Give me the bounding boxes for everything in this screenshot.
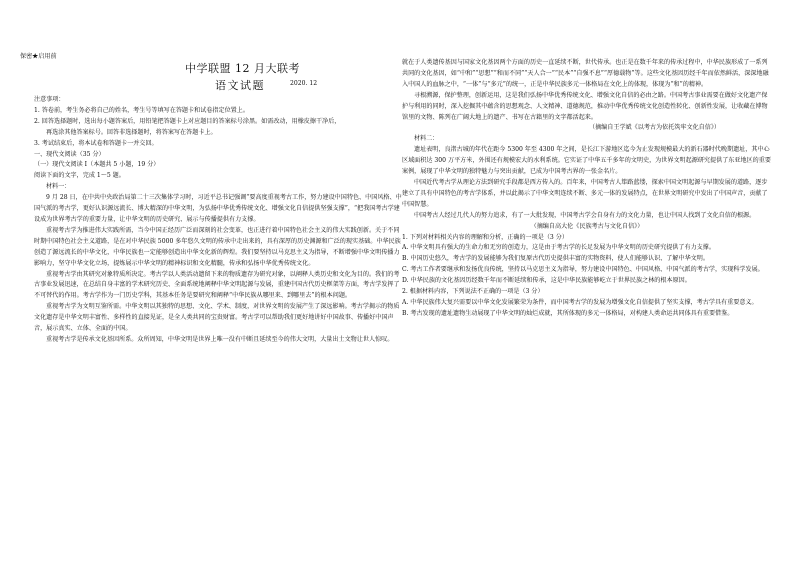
material-label: 材料一：	[46, 183, 71, 191]
material-label: 材料二：	[414, 135, 439, 143]
question-stem: 1. 下列对材料相关内容的理解和分析，正确的一项是（3 分）	[402, 233, 568, 241]
body-paragraph: 重视考古学为推进伟大实践所需，当今中国正经历广泛而深刻的社会变革，也正进行着中国特色社会主义的伟大实践创新。关于不同时期中国特色社会主义道路，是在对中华民族 5000 多年悠久文明的传承中走出来的，具有深厚的历史渊源和广泛的现实基础。中华民族创造了源远流长的中华文化，中华民族也一定能够创造出中华文化新的辉煌。我们要坚持以马克思主义为指导，不断增强中华文明传播力影响力，坚守中华文化立场，提炼展示中华文明的精神标识和文化精髓，传承和弘扬中华优秀传统文化。	[34, 226, 401, 267]
body-paragraph: 就在于人类遗传基因与国家文化基因两个方面的历史一直延续不断，世代传承。也正是在数千年来的传承过程中，中华民族形成了一系列共同的文化基因，如“中和”“思想”“和而不同”“天人合一”“民本”“自强不息”“厚德载物”等。这些文化基因历经千年而依然鲜活，深深地融入中国人的血脉之中，“一体”与“多元”的统一，正是中华民族多元一体格局在文化上的体现，体现为“和”的精神。	[402, 59, 769, 88]
body-paragraph: 重视考古学是传承文化基因所系。众所周知，中华文明是世界上唯一没有中断且延续至今的伟大文明，大量出土文物让世人惊叹。	[46, 335, 394, 343]
note-item: 再选涂其他答案标号。回答非选择题时，将答案写在答题卡上。	[46, 128, 217, 136]
exam-date: 2020. 12	[290, 80, 318, 87]
body-paragraph: 重视考古学由其研究对象特质所决定。考古学以人类活动遗留下来的物质遗存为研究对象，以阐释人类历史和文化为目的。我们的考古事业发展迅速，在总结自身丰富的学术研究历史、全面系统地阐释中华文明起源与发展，重建中国古代历史框架等方面，考古学发挥了不可替代的作用。考古学作为一门历史学科，其基本任务是要研究和阐释“中华民族从哪里来、到哪里去”的根本问题。	[34, 270, 400, 300]
right-column	[402, 0, 772, 574]
exam-title: 中学联盟 12 月大联考	[185, 62, 300, 75]
body-paragraph: 中国近代考古学从理论方法到研究手段都是西方传入的。百年来，中国考古人筚路蓝缕，探索中国文明起源与早期发展的道路，逐步建立了具有中国特色的考古学体系，并以此揭示了中华文明连续不断、多元一体的发展特点，在世界文明研究中发出了中国声音，贡献了中国智慧。	[402, 178, 768, 208]
question-option: B. 考古发现的遗址遗物生动展现了中华文明的灿烂成就，其所体现的多元一体格局，对构建人类命运共同体具有重要借鉴。	[402, 309, 734, 317]
question-option: D. 中华民族的文化基因历经数千年而不断延续和传承，这是中华民族能够屹立于世界民族之林的根本原因。	[402, 277, 691, 285]
notes-heading: 注意事项：	[34, 96, 65, 103]
question-option: A. 中华民族伟大复兴需要以中华文化发展繁荣为条件，而中国考古学的发展为增强文化自信提供了坚实支撑，考古学具有重要意义。	[402, 298, 758, 306]
reading-instruction: 阅读下面的文字，完成 1～5 题。	[34, 172, 125, 180]
note-item: 1. 答卷前，考生务必将自己的姓名，考生号等填写在答题卡和试卷指定位置上。	[34, 106, 249, 114]
left-column	[34, 0, 404, 574]
confidential-mark: 保密★启用前	[20, 53, 57, 60]
body-paragraph: 寻根溯源，保护整理，创新运用，这是我们弘扬中华优秀传统文化、增强文化自信的必由之路。中国考古事业需要在做好文化遗产保护与利用的同时，深入挖掘其中蕴含的思想观念、人文精神、道德规范，推动中华优秀传统文化创造性转化、创新性发展，让收藏在博物馆里的文物、陈列在广阔大地上的遗产、书写在古籍里的文字都活起来。	[402, 91, 768, 121]
question-option: A. 中华文明具有强大的生命力和无穷的创造力，这是由于考古学的长足发展为中华文明的历史研究提供了有力支撑。	[402, 244, 715, 252]
section-heading: 一、现代文阅读（35 分）	[34, 150, 105, 158]
exam-subject: 语文试题	[215, 79, 265, 92]
source-citation: （摘编自高大伦《民族考古与文化自信》）	[530, 222, 644, 230]
body-paragraph: 重视考古学为文明互鉴所需。中华文明以其独特的思想、文化、学术、制度，对世界文明的发展产生了深远影响。考古学揭示的物质文化遗存是中华文明丰富性、多样性的直接见证，是全人类共同的宝贵财富。考古学可以帮助我们更好地讲好中国故事、传播好中国声音，展示真实、立体、全面的中国。	[34, 303, 400, 333]
note-item: 2. 回答选择题时，选出每小题答案后，用铅笔把答题卡上对应题目的答案标号涂黑。如需改动，用橡皮擦干净后，	[34, 117, 341, 125]
body-paragraph: 遗址表明，良渚古城的年代在距今 5300 年至 4300 年之间，是长江下游地区迄今为止发现规模最大的新石器时代晚期遗址，其中心区域面积达 300 万平方米，外围还有规模宏大的水利系统。它实证了中华五千多年的文明史，为世界文明起源研究提供了东亚地区的重要案例，展现了中华文明的独特魅力与突出贡献，已成为中国考古界的一张金名片。	[402, 146, 771, 176]
note-item: 3. 考试结束后，将本试卷和答题卡一并交回。	[34, 139, 158, 147]
subsection-heading: （一）现代文阅读 I（本题共 5 小题，19 分）	[34, 161, 160, 169]
question-option: C. 考古工作者要继承和发扬优良传统，坚持以马克思主义为指导，努力建设中国特色、中国风格、中国气派的考古学，实现科学发展。	[402, 266, 764, 274]
question-stem: 2. 根据材料内容，下列说法不正确的一项是（3 分）	[402, 288, 544, 296]
question-option: B. 中国历史悠久，考古学的发展能够为我们复原古代历史提供丰富的实物资料，使人们能够认识、了解中华文明。	[402, 255, 709, 263]
body-paragraph: 9 月 28 日，在中共中央政治局第二十三次集体学习时，习近平总书记强调“要高度重视考古工作，努力建设中国特色、中国风格、中国气派的考古学，更好认识源远流长、博大精深的中华文明，为弘扬中华优秀传统文化、增强文化自信提供坚强支撑”，“把我国考古学建设成为世界考古学的重要力量，让中华文明的历史研究、展示与传播提供有力支撑。	[34, 194, 402, 223]
source-citation: （摘编自王学斌《以考古为依托筑牢文化自信》）	[588, 124, 720, 132]
body-paragraph: 中国考古人经过几代人的努力追求，有了一大批发现，中国考古学会自身有力的文化力量，也让中国人找到了文化自信的根源。	[414, 211, 756, 219]
